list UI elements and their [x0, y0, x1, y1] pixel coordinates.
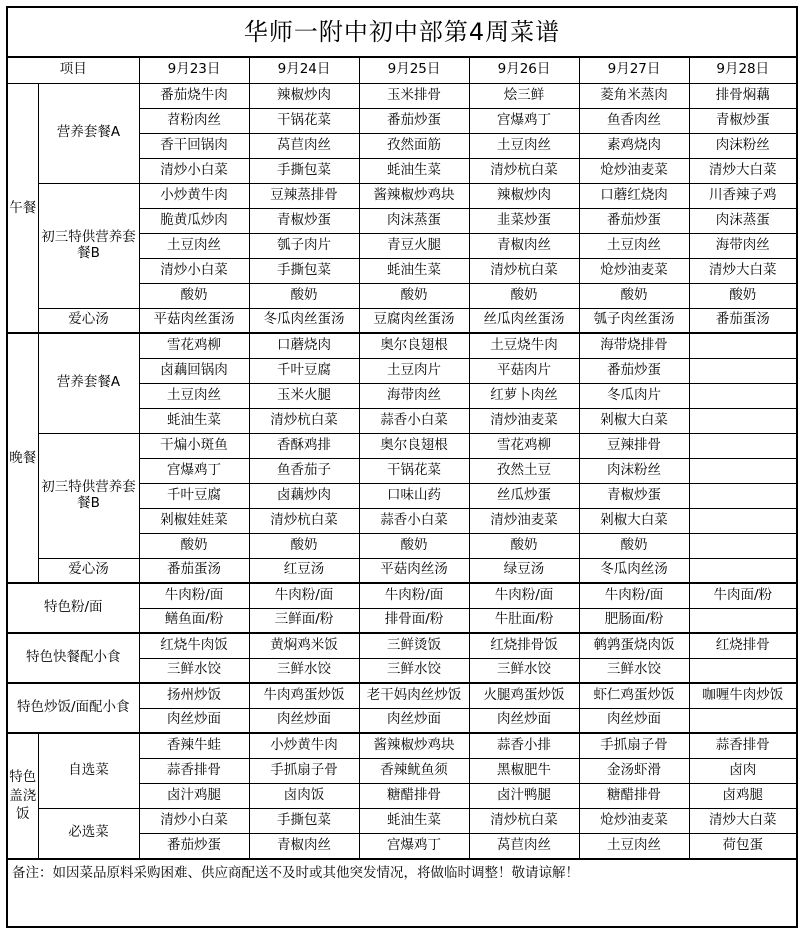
- menu-cell-special_fried-1-day-5: 肉丝炒面: [579, 708, 689, 733]
- menu-cell-special_noodles-1-day-1: 鳝鱼面/粉: [139, 608, 249, 633]
- menu-cell-special-rice-optional-0-day-2: 小炒黄牛肉: [249, 733, 359, 758]
- menu-cell-dinner-set_a-2-day-6: [689, 383, 796, 408]
- menu-cell-lunch-set_b-3-day-1: 清炒小白菜: [139, 258, 249, 283]
- header-date-5: 9月27日: [579, 58, 689, 83]
- menu-cell-special_fast-0-day-2: 黄焖鸡米饭: [249, 633, 359, 658]
- menu-cell-special_noodles-1-day-3: 排骨面/粉: [359, 608, 469, 633]
- table-row: [8, 633, 796, 658]
- menu-cell-dinner-set_b-4-day-1: 酸奶: [139, 533, 249, 558]
- menu-cell-lunch-set_b-1-day-4: 韭菜炒蛋: [469, 208, 579, 233]
- header-row: [8, 58, 796, 83]
- table-row: [8, 183, 796, 208]
- menu-cell-dinner-set_b-0-day-1: 干煸小斑鱼: [139, 433, 249, 458]
- menu-cell-dinner-set_b-0-day-5: 豆辣排骨: [579, 433, 689, 458]
- menu-cell-special_noodles-0-day-2: 牛肉粉/面: [249, 583, 359, 608]
- page-title: 华师一附中初中部第4周菜谱: [8, 8, 796, 58]
- menu-cell-special-rice-optional-0-day-4: 蒜香小排: [469, 733, 579, 758]
- menu-cell-special-rice-optional-1-day-6: 卤肉: [689, 758, 796, 783]
- menu-cell-dinner-set_a-3-day-1: 蚝油生菜: [139, 408, 249, 433]
- menu-cell-lunch-set_b-4-day-1: 酸奶: [139, 283, 249, 308]
- menu-cell-special_fast-0-day-4: 红烧排骨饭: [469, 633, 579, 658]
- menu-cell-lunch-set_a-1-day-4: 宫爆鸡丁: [469, 108, 579, 133]
- menu-cell-dinner-set_b-2-day-2: 卤藕炒肉: [249, 483, 359, 508]
- menu-cell-lunch-set_b-2-day-6: 海带肉丝: [689, 233, 796, 258]
- menu-cell-dinner-set_a-2-day-3: 海带肉丝: [359, 383, 469, 408]
- menu-cell-lunch-soup-day-3: 豆腐肉丝蛋汤: [359, 308, 469, 333]
- menu-cell-dinner-set_a-3-day-5: 剁椒大白菜: [579, 408, 689, 433]
- menu-cell-dinner-set_a-1-day-2: 千叶豆腐: [249, 358, 359, 383]
- menu-cell-dinner-set_b-4-day-6: [689, 533, 796, 558]
- menu-cell-lunch-set_a-2-day-1: 香干回锅肉: [139, 133, 249, 158]
- menu-cell-lunch-set_b-0-day-2: 豆辣蒸排骨: [249, 183, 359, 208]
- menu-cell-lunch-set_b-0-day-6: 川香辣子鸡: [689, 183, 796, 208]
- menu-cell-special-rice-required-1-day-5: 土豆肉丝: [579, 833, 689, 858]
- menu-cell-special_fast-1-day-2: 三鲜水饺: [249, 658, 359, 683]
- menu-cell-special_fried-0-day-3: 老干妈肉丝炒饭: [359, 683, 469, 708]
- menu-cell-dinner-set_a-1-day-1: 卤藕回锅肉: [139, 358, 249, 383]
- menu-cell-dinner-set_a-3-day-6: [689, 408, 796, 433]
- special_fast-label: 特色快餐配小食: [8, 633, 139, 683]
- menu-cell-lunch-set_a-0-day-4: 烩三鲜: [469, 83, 579, 108]
- menu-cell-lunch-set_b-2-day-1: 土豆肉丝: [139, 233, 249, 258]
- menu-cell-special_fast-1-day-4: 三鲜水饺: [469, 658, 579, 683]
- menu-cell-lunch-set_b-1-day-6: 肉沫蒸蛋: [689, 208, 796, 233]
- table-row: [8, 808, 796, 833]
- table-row: [8, 433, 796, 458]
- menu-cell-lunch-set_a-1-day-1: 苕粉肉丝: [139, 108, 249, 133]
- menu-cell-lunch-set_b-4-day-3: 酸奶: [359, 283, 469, 308]
- menu-cell-dinner-set_b-3-day-2: 清炒杭白菜: [249, 508, 359, 533]
- header-date-4: 9月26日: [469, 58, 579, 83]
- menu-cell-dinner-soup-day-3: 平菇肉丝汤: [359, 558, 469, 583]
- menu-cell-dinner-set_a-1-day-5: 番茄炒蛋: [579, 358, 689, 383]
- menu-cell-dinner-set_b-0-day-3: 奥尔良翅根: [359, 433, 469, 458]
- menu-cell-special-rice-optional-2-day-6: 卤鸡腿: [689, 783, 796, 808]
- menu-cell-dinner-soup-day-5: 冬瓜肉丝汤: [579, 558, 689, 583]
- lunch-set_a-label: 营养套餐A: [38, 83, 139, 183]
- menu-cell-lunch-set_b-1-day-5: 番茄炒蛋: [579, 208, 689, 233]
- header-item-label: 项目: [8, 58, 139, 83]
- menu-cell-dinner-set_b-3-day-5: 剁椒大白菜: [579, 508, 689, 533]
- lunch-set_b-label: 初三特供营养套餐B: [38, 183, 139, 308]
- table-row: [8, 333, 796, 358]
- menu-cell-special-rice-optional-1-day-1: 蒜香排骨: [139, 758, 249, 783]
- menu-cell-lunch-soup-day-5: 瓠子肉丝蛋汤: [579, 308, 689, 333]
- menu-cell-special_noodles-0-day-5: 牛肉粉/面: [579, 583, 689, 608]
- menu-cell-special_noodles-0-day-3: 牛肉粉/面: [359, 583, 469, 608]
- menu-cell-special-rice-required-0-day-2: 手撕包菜: [249, 808, 359, 833]
- menu-cell-dinner-set_b-1-day-2: 鱼香茄子: [249, 458, 359, 483]
- menu-cell-dinner-set_b-1-day-6: [689, 458, 796, 483]
- menu-cell-special-rice-optional-0-day-1: 香辣牛蛙: [139, 733, 249, 758]
- menu-cell-special-rice-required-1-day-2: 青椒肉丝: [249, 833, 359, 858]
- menu-cell-lunch-set_b-2-day-5: 土豆肉丝: [579, 233, 689, 258]
- menu-cell-special-rice-required-0-day-1: 清炒小白菜: [139, 808, 249, 833]
- menu-cell-special-rice-required-0-day-6: 清炒大白菜: [689, 808, 796, 833]
- menu-cell-lunch-set_a-3-day-2: 手撕包菜: [249, 158, 359, 183]
- menu-cell-lunch-set_a-2-day-3: 孜然面筋: [359, 133, 469, 158]
- menu-cell-dinner-set_b-3-day-4: 清炒油麦菜: [469, 508, 579, 533]
- menu-cell-special-rice-required-1-day-1: 番茄炒蛋: [139, 833, 249, 858]
- menu-cell-lunch-set_a-3-day-6: 清炒大白菜: [689, 158, 796, 183]
- table-row: [8, 308, 796, 333]
- menu-cell-special_fast-1-day-6: [689, 658, 796, 683]
- menu-cell-dinner-set_b-4-day-5: 酸奶: [579, 533, 689, 558]
- menu-cell-dinner-set_b-4-day-2: 酸奶: [249, 533, 359, 558]
- menu-cell-dinner-set_b-2-day-1: 千叶豆腐: [139, 483, 249, 508]
- menu-cell-lunch-set_b-3-day-5: 炝炒油麦菜: [579, 258, 689, 283]
- dinner-soup-label: 爱心汤: [38, 558, 139, 583]
- table-row: [8, 583, 796, 608]
- menu-cell-lunch-set_a-0-day-2: 辣椒炒肉: [249, 83, 359, 108]
- menu-cell-special_fast-1-day-5: 三鲜水饺: [579, 658, 689, 683]
- table-row: [8, 558, 796, 583]
- menu-cell-lunch-set_a-1-day-5: 鱼香肉丝: [579, 108, 689, 133]
- menu-cell-lunch-set_b-4-day-4: 酸奶: [469, 283, 579, 308]
- menu-cell-lunch-set_b-0-day-3: 酱辣椒炒鸡块: [359, 183, 469, 208]
- menu-cell-special-rice-required-1-day-4: 莴苣肉丝: [469, 833, 579, 858]
- menu-cell-special_noodles-1-day-5: 肥肠面/粉: [579, 608, 689, 633]
- menu-cell-dinner-set_b-2-day-5: 青椒炒蛋: [579, 483, 689, 508]
- menu-cell-dinner-set_a-1-day-6: [689, 358, 796, 383]
- lunch-label: 午餐: [8, 83, 38, 333]
- menu-cell-special_fried-0-day-2: 牛肉鸡蛋炒饭: [249, 683, 359, 708]
- menu-cell-special_fried-1-day-4: 肉丝炒面: [469, 708, 579, 733]
- menu-cell-special-rice-optional-0-day-6: 蒜香排骨: [689, 733, 796, 758]
- menu-cell-dinner-soup-day-6: [689, 558, 796, 583]
- header-date-3: 9月25日: [359, 58, 469, 83]
- menu-cell-dinner-set_a-2-day-2: 玉米火腿: [249, 383, 359, 408]
- menu-cell-dinner-set_b-1-day-1: 宫爆鸡丁: [139, 458, 249, 483]
- special-rice-optional-label: 自选菜: [38, 733, 139, 808]
- dinner-set_b-label: 初三特供营养套餐B: [38, 433, 139, 558]
- menu-cell-dinner-soup-day-2: 红豆汤: [249, 558, 359, 583]
- menu-cell-special_noodles-0-day-1: 牛肉粉/面: [139, 583, 249, 608]
- menu-cell-special_noodles-1-day-6: [689, 608, 796, 633]
- menu-cell-lunch-set_b-1-day-1: 脆黄瓜炒肉: [139, 208, 249, 233]
- menu-cell-lunch-set_b-2-day-3: 青豆火腿: [359, 233, 469, 258]
- lunch-soup-label: 爱心汤: [38, 308, 139, 333]
- menu-cell-special_fried-0-day-5: 虾仁鸡蛋炒饭: [579, 683, 689, 708]
- dinner-label: 晚餐: [8, 333, 38, 583]
- menu-cell-lunch-set_a-3-day-3: 蚝油生菜: [359, 158, 469, 183]
- menu-cell-special_fried-1-day-3: 肉丝炒面: [359, 708, 469, 733]
- menu-cell-lunch-set_b-4-day-2: 酸奶: [249, 283, 359, 308]
- menu-cell-dinner-set_b-2-day-4: 丝瓜炒蛋: [469, 483, 579, 508]
- menu-cell-lunch-set_b-3-day-6: 清炒大白菜: [689, 258, 796, 283]
- table-row: [8, 83, 796, 108]
- menu-cell-special_noodles-1-day-2: 三鲜面/粉: [249, 608, 359, 633]
- menu-cell-lunch-set_b-0-day-5: 口蘑红烧肉: [579, 183, 689, 208]
- menu-cell-lunch-soup-day-4: 丝瓜肉丝蛋汤: [469, 308, 579, 333]
- menu-cell-dinner-set_b-1-day-4: 孜然土豆: [469, 458, 579, 483]
- menu-cell-special-rice-required-0-day-5: 炝炒油麦菜: [579, 808, 689, 833]
- menu-cell-lunch-set_a-1-day-6: 青椒炒蛋: [689, 108, 796, 133]
- menu-cell-dinner-set_a-2-day-5: 冬瓜肉片: [579, 383, 689, 408]
- menu-cell-lunch-set_b-1-day-3: 肉沫蒸蛋: [359, 208, 469, 233]
- menu-cell-special-rice-optional-2-day-2: 卤肉饭: [249, 783, 359, 808]
- menu-cell-dinner-set_a-0-day-3: 奥尔良翅根: [359, 333, 469, 358]
- menu-cell-special-rice-optional-2-day-1: 卤汁鸡腿: [139, 783, 249, 808]
- menu-cell-lunch-set_a-3-day-1: 清炒小白菜: [139, 158, 249, 183]
- menu-cell-special_fast-0-day-1: 红烧牛肉饭: [139, 633, 249, 658]
- menu-cell-lunch-set_b-0-day-4: 辣椒炒肉: [469, 183, 579, 208]
- menu-cell-special_fried-0-day-6: 咖喱牛肉炒饭: [689, 683, 796, 708]
- menu-cell-dinner-soup-day-1: 番茄蛋汤: [139, 558, 249, 583]
- menu-cell-special-rice-optional-2-day-4: 卤汁鸭腿: [469, 783, 579, 808]
- menu-cell-lunch-set_a-1-day-2: 干锅花菜: [249, 108, 359, 133]
- menu-cell-lunch-set_b-4-day-6: 酸奶: [689, 283, 796, 308]
- menu-cell-special-rice-optional-1-day-2: 手抓扇子骨: [249, 758, 359, 783]
- menu-cell-lunch-set_a-0-day-6: 排骨焖藕: [689, 83, 796, 108]
- menu-cell-special_noodles-0-day-6: 牛肉面/粉: [689, 583, 796, 608]
- menu-cell-special_noodles-1-day-4: 牛肚面/粉: [469, 608, 579, 633]
- menu-cell-dinner-set_b-0-day-6: [689, 433, 796, 458]
- menu-cell-special-rice-required-1-day-3: 宫爆鸡丁: [359, 833, 469, 858]
- header-date-1: 9月23日: [139, 58, 249, 83]
- dinner-set_a-label: 营养套餐A: [38, 333, 139, 433]
- header-date-6: 9月28日: [689, 58, 796, 83]
- menu-cell-lunch-set_a-0-day-5: 菱角米蒸肉: [579, 83, 689, 108]
- menu-cell-dinner-set_a-3-day-3: 蒜香小白菜: [359, 408, 469, 433]
- menu-cell-dinner-set_b-4-day-4: 酸奶: [469, 533, 579, 558]
- menu-cell-special_fast-0-day-6: 红烧排骨: [689, 633, 796, 658]
- menu-cell-dinner-set_b-3-day-6: [689, 508, 796, 533]
- menu-cell-lunch-set_a-3-day-5: 炝炒油麦菜: [579, 158, 689, 183]
- menu-cell-dinner-set_b-2-day-3: 口味山药: [359, 483, 469, 508]
- menu-cell-dinner-set_b-0-day-2: 香酥鸡排: [249, 433, 359, 458]
- menu-cell-special_fried-0-day-1: 扬州炒饭: [139, 683, 249, 708]
- header-date-2: 9月24日: [249, 58, 359, 83]
- menu-cell-dinner-set_a-0-day-2: 口蘑烧肉: [249, 333, 359, 358]
- menu-cell-special-rice-optional-1-day-5: 金汤虾滑: [579, 758, 689, 783]
- menu-cell-lunch-set_a-0-day-3: 玉米排骨: [359, 83, 469, 108]
- menu-cell-lunch-set_b-3-day-2: 手撕包菜: [249, 258, 359, 283]
- menu-cell-special-rice-required-0-day-4: 清炒杭白菜: [469, 808, 579, 833]
- menu-cell-special_fast-0-day-5: 鹌鹑蛋烧肉饭: [579, 633, 689, 658]
- menu-cell-lunch-set_a-2-day-6: 肉沫粉丝: [689, 133, 796, 158]
- special_fried-label: 特色炒饭/面配小食: [8, 683, 139, 733]
- menu-table: [8, 58, 796, 859]
- menu-cell-lunch-soup-day-2: 冬瓜肉丝蛋汤: [249, 308, 359, 333]
- menu-cell-dinner-set_b-2-day-6: [689, 483, 796, 508]
- menu-cell-lunch-set_b-3-day-3: 蚝油生菜: [359, 258, 469, 283]
- menu-cell-dinner-set_b-1-day-3: 干锅花菜: [359, 458, 469, 483]
- menu-cell-lunch-soup-day-6: 番茄蛋汤: [689, 308, 796, 333]
- menu-cell-dinner-set_a-2-day-4: 红萝卜肉丝: [469, 383, 579, 408]
- menu-cell-dinner-soup-day-4: 绿豆汤: [469, 558, 579, 583]
- menu-cell-special-rice-optional-2-day-3: 糖醋排骨: [359, 783, 469, 808]
- menu-cell-special_fast-1-day-1: 三鲜水饺: [139, 658, 249, 683]
- menu-cell-lunch-set_a-2-day-2: 莴苣肉丝: [249, 133, 359, 158]
- menu-cell-dinner-set_a-1-day-3: 土豆肉片: [359, 358, 469, 383]
- menu-cell-special-rice-optional-1-day-3: 香辣鱿鱼须: [359, 758, 469, 783]
- menu-cell-dinner-set_a-2-day-1: 土豆肉丝: [139, 383, 249, 408]
- menu-cell-dinner-set_b-0-day-4: 雪花鸡柳: [469, 433, 579, 458]
- menu-cell-special_fast-0-day-3: 三鲜烫饭: [359, 633, 469, 658]
- menu-cell-special_fast-1-day-3: 三鲜水饺: [359, 658, 469, 683]
- special-rice-label: 特色盖浇饭: [8, 733, 38, 858]
- menu-cell-special_fried-1-day-1: 肉丝炒面: [139, 708, 249, 733]
- menu-cell-dinner-set_a-0-day-6: [689, 333, 796, 358]
- menu-cell-special_fried-1-day-2: 肉丝炒面: [249, 708, 359, 733]
- menu-cell-dinner-set_a-1-day-4: 平菇肉片: [469, 358, 579, 383]
- menu-cell-dinner-set_b-3-day-1: 剁椒娃娃菜: [139, 508, 249, 533]
- menu-cell-dinner-set_a-0-day-1: 雪花鸡柳: [139, 333, 249, 358]
- menu-sheet: [6, 6, 798, 928]
- menu-cell-special_noodles-0-day-4: 牛肉粉/面: [469, 583, 579, 608]
- menu-cell-lunch-set_a-2-day-4: 土豆肉丝: [469, 133, 579, 158]
- table-row: [8, 683, 796, 708]
- menu-cell-lunch-set_b-3-day-4: 清炒杭白菜: [469, 258, 579, 283]
- menu-cell-dinner-set_b-1-day-5: 肉沫粉丝: [579, 458, 689, 483]
- menu-cell-lunch-set_b-4-day-5: 酸奶: [579, 283, 689, 308]
- table-row: [8, 733, 796, 758]
- menu-cell-dinner-set_a-0-day-4: 土豆烧牛肉: [469, 333, 579, 358]
- menu-cell-lunch-soup-day-1: 平菇肉丝蛋汤: [139, 308, 249, 333]
- footer-note: 备注：如因菜品原料采购困难、供应商配送不及时或其他突发情况，将做临时调整！敬请谅解！: [8, 859, 796, 886]
- menu-cell-dinner-set_a-3-day-2: 清炒杭白菜: [249, 408, 359, 433]
- menu-cell-lunch-set_a-0-day-1: 番茄烧牛肉: [139, 83, 249, 108]
- menu-cell-special_fried-1-day-6: [689, 708, 796, 733]
- menu-cell-lunch-set_b-2-day-4: 青椒肉丝: [469, 233, 579, 258]
- menu-cell-lunch-set_b-0-day-1: 小炒黄牛肉: [139, 183, 249, 208]
- menu-cell-lunch-set_b-2-day-2: 瓠子肉片: [249, 233, 359, 258]
- menu-cell-lunch-set_a-1-day-3: 番茄炒蛋: [359, 108, 469, 133]
- menu-cell-dinner-set_b-4-day-3: 酸奶: [359, 533, 469, 558]
- menu-cell-special-rice-required-0-day-3: 蚝油生菜: [359, 808, 469, 833]
- menu-cell-special_fried-0-day-4: 火腿鸡蛋炒饭: [469, 683, 579, 708]
- menu-cell-lunch-set_a-2-day-5: 素鸡烧肉: [579, 133, 689, 158]
- special-rice-required-label: 必选菜: [38, 808, 139, 858]
- special_noodles-label: 特色粉/面: [8, 583, 139, 633]
- menu-cell-dinner-set_a-0-day-5: 海带烧排骨: [579, 333, 689, 358]
- menu-cell-lunch-set_a-3-day-4: 清炒杭白菜: [469, 158, 579, 183]
- menu-cell-dinner-set_a-3-day-4: 清炒油麦菜: [469, 408, 579, 433]
- menu-cell-special-rice-optional-0-day-3: 酱辣椒炒鸡块: [359, 733, 469, 758]
- menu-cell-special-rice-optional-2-day-5: 糖醋排骨: [579, 783, 689, 808]
- menu-cell-lunch-set_b-1-day-2: 青椒炒蛋: [249, 208, 359, 233]
- menu-cell-special-rice-optional-1-day-4: 黑椒肥牛: [469, 758, 579, 783]
- menu-cell-dinner-set_b-3-day-3: 蒜香小白菜: [359, 508, 469, 533]
- menu-cell-special-rice-required-1-day-6: 荷包蛋: [689, 833, 796, 858]
- menu-cell-special-rice-optional-0-day-5: 手抓扇子骨: [579, 733, 689, 758]
